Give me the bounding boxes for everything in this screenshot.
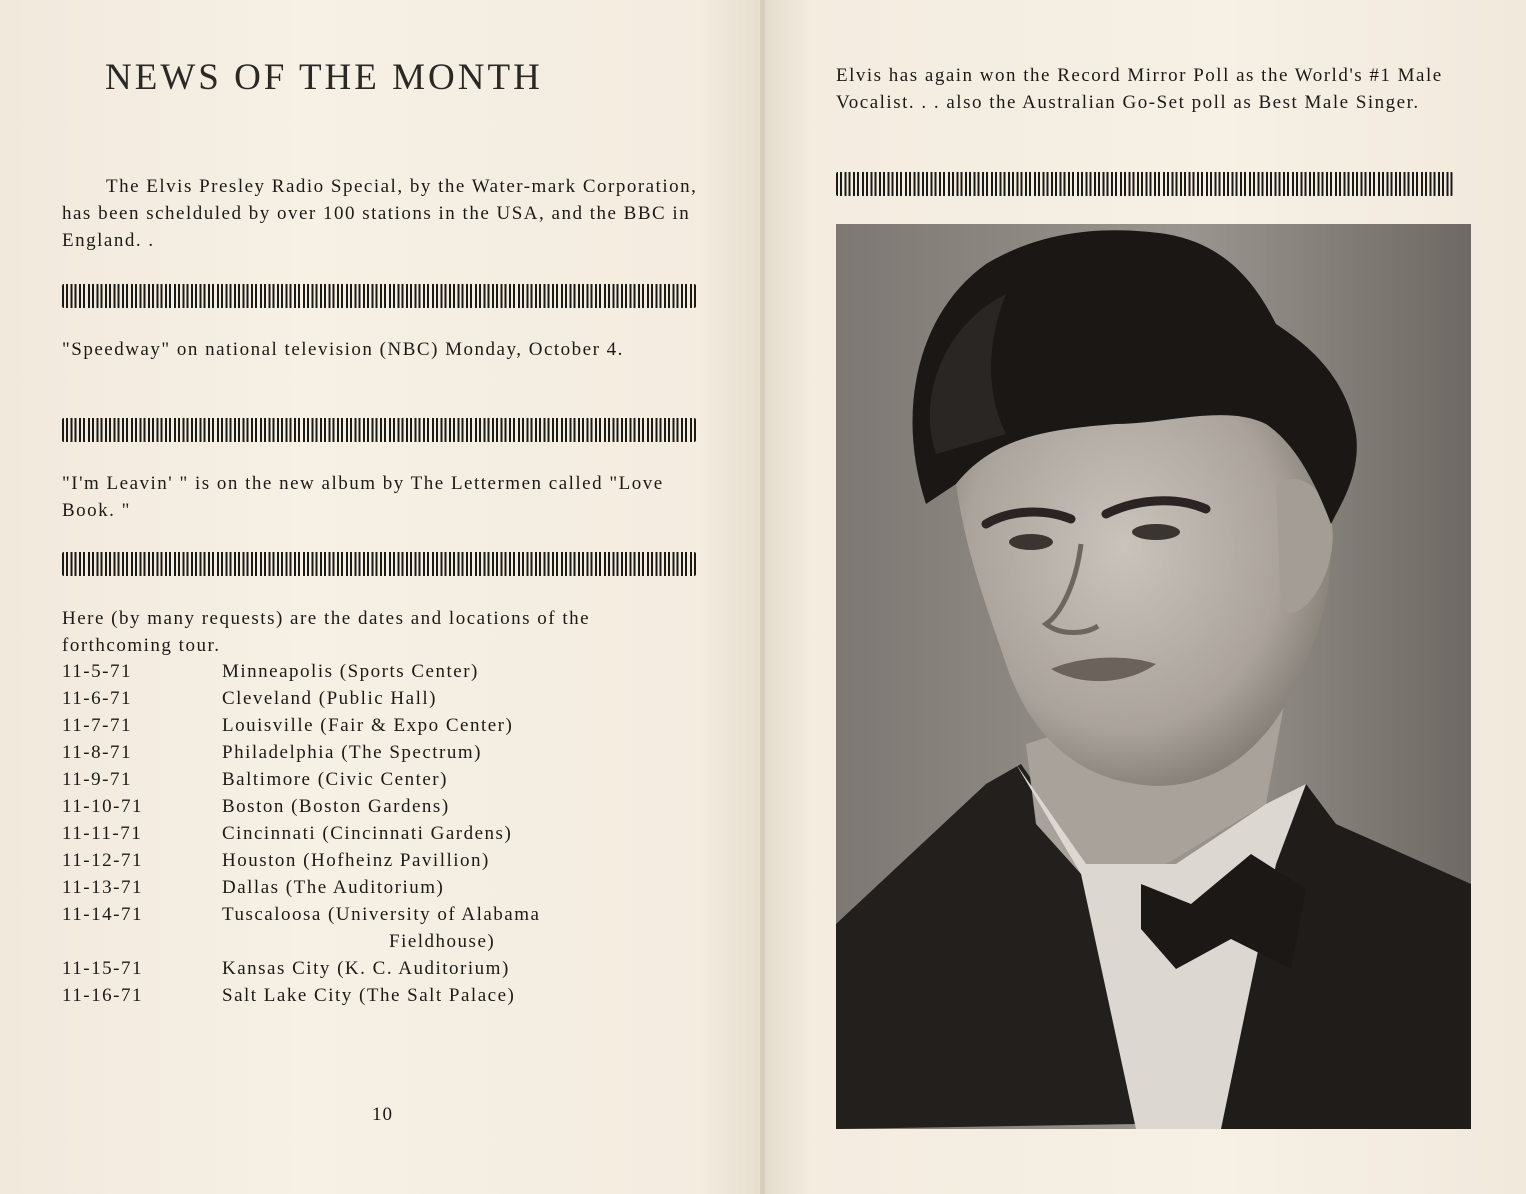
tour-continuation [62,928,702,955]
ornamental-divider [836,172,1453,196]
tour-location: Kansas City (K. C. Auditorium) [222,958,510,979]
leavin-paragraph: "I'm Leavin' " is on the new album by The Lettermen called "Love Book. " [62,473,664,521]
page-title: NEWS OF THE MONTH [105,57,543,98]
tour-location: Philadelphia (The Spectrum) [222,742,482,763]
tour-row [62,739,702,766]
tour-row [62,982,702,1009]
tour-date: 11-5-71 [62,661,132,682]
tour-location: Minneapolis (Sports Center) [222,661,479,682]
tour-date: 11-6-71 [62,688,132,709]
tour-date: 11-7-71 [62,715,132,736]
tour-row [62,793,702,820]
tour-date: 11-15-71 [62,958,143,979]
tour-row [62,901,702,928]
tour-row [62,847,702,874]
tour-date: 11-12-71 [62,850,143,871]
radio-special-paragraph: The Elvis Presley Radio Special, by the Water-mark Corporation, has been schelduled by over 100 stations in the USA, and the BBC in England. . [62,176,698,251]
tour-date: 11-14-71 [62,904,143,925]
tour-row [62,712,702,739]
poll-paragraph: Elvis has again won the Record Mirror Poll as the World's #1 Male Vocalist. . . also the Australian Go-Set poll as Best Male Singer. [836,65,1443,113]
page-number: 10 [372,1104,393,1125]
left-page [0,0,762,1194]
tour-location: Louisville (Fair & Expo Center) [222,715,514,736]
ornamental-divider [62,552,696,576]
ornamental-divider [62,418,696,442]
tour-row [62,820,702,847]
portrait-photo [836,224,1471,1129]
tour-row [62,766,702,793]
ornamental-divider [62,284,696,308]
tour-intro-paragraph: Here (by many requests) are the dates and locations of the forthcoming tour. [62,608,591,656]
tour-location: Boston (Boston Gardens) [222,796,450,817]
tour-row [62,658,702,685]
tour-location: Cincinnati (Cincinnati Gardens) [222,823,513,844]
tour-date: 11-16-71 [62,985,143,1006]
tour-location: Houston (Hofheinz Pavillion) [222,850,490,871]
tour-list [62,658,702,1009]
tour-date: 11-10-71 [62,796,143,817]
tour-location: Tuscaloosa (University of Alabama [222,904,541,925]
tour-date: 11-11-71 [62,823,143,844]
tour-row [62,685,702,712]
speedway-paragraph: "Speedway" on national television (NBC) Monday, October 4. [62,339,624,360]
tour-location: Baltimore (Civic Center) [222,769,448,790]
tour-location-continued: Fieldhouse) [389,931,496,952]
tour-row [62,874,702,901]
tour-location: Cleveland (Public Hall) [222,688,437,709]
tour-location: Salt Lake City (The Salt Palace) [222,985,516,1006]
tour-date: 11-13-71 [62,877,143,898]
tour-location: Dallas (The Auditorium) [222,877,445,898]
portrait-illustration [836,224,1471,1129]
tour-row [62,955,702,982]
tour-date: 11-9-71 [62,769,132,790]
tour-date: 11-8-71 [62,742,132,763]
